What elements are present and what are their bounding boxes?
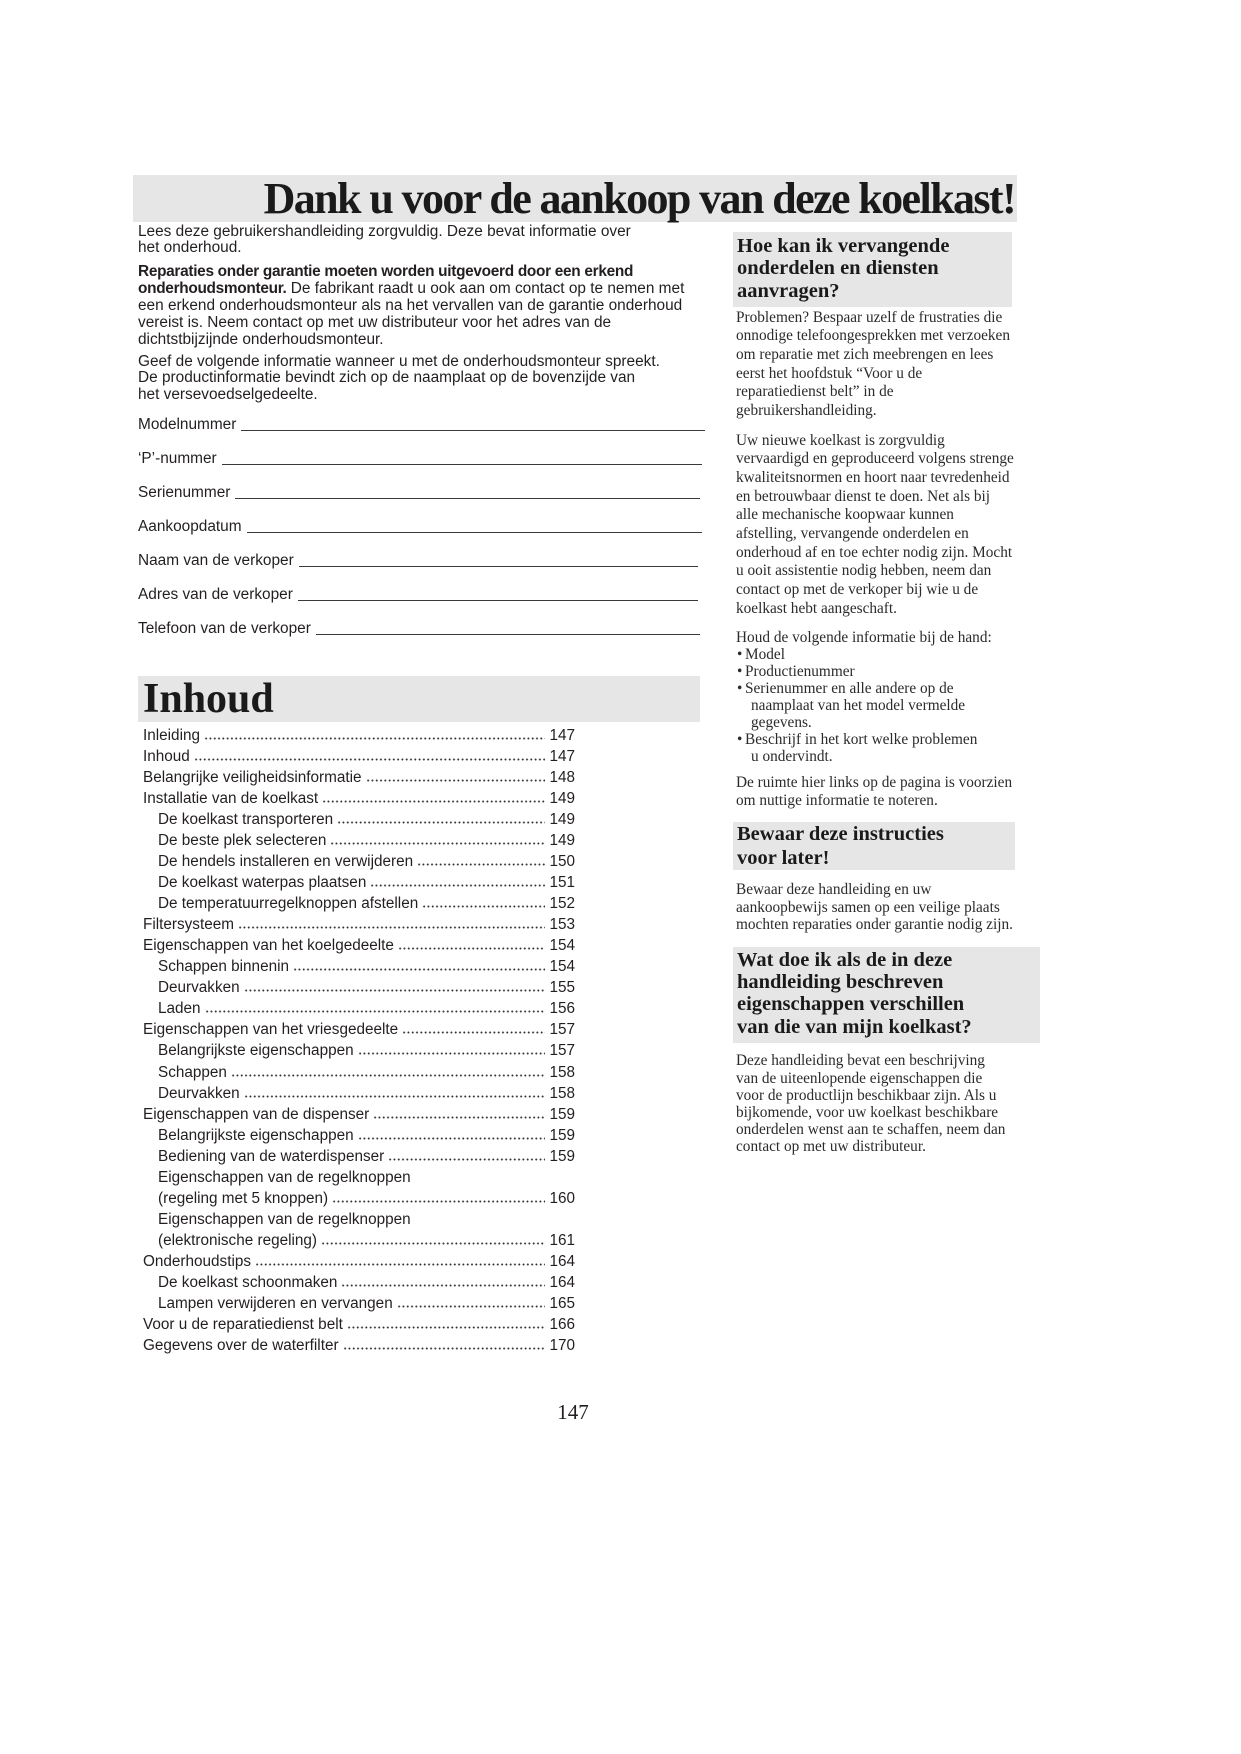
features-differ-heading-line: eigenschappen verschillen xyxy=(737,993,965,1016)
warranty-bold-line: Reparaties onder garantie moeten worden uitgevoerd door een erkend xyxy=(138,262,634,280)
toc-entry-row xyxy=(143,1251,575,1272)
checklist-item xyxy=(736,731,992,765)
problems-line: onnodige telefoongesprekken met verzoeken xyxy=(736,327,1010,345)
toc-dot-leader xyxy=(231,1069,546,1077)
toc-page-number: 147 xyxy=(549,747,575,765)
toc-entry xyxy=(143,914,575,935)
toc-entry-label: Filtersysteem xyxy=(143,916,234,934)
toc-dot-leader xyxy=(244,1090,546,1098)
toc-dot-leader xyxy=(255,1258,545,1266)
warranty-bold-start: onderhoudsmonteur. xyxy=(138,279,287,297)
checklist-item-line: • Model xyxy=(745,645,785,663)
checklist-item-line: • Serienummer en alle andere op de xyxy=(745,679,954,697)
toc-page-number: 160 xyxy=(549,1189,575,1207)
toc-entry-label: Schappen binnenin xyxy=(158,958,289,976)
toc-page-number: 164 xyxy=(549,1274,575,1292)
toc-page-number: 154 xyxy=(549,958,575,976)
features-differ-line: Deze handleiding bevat een beschrijving xyxy=(736,1052,985,1070)
toc-page-number: 156 xyxy=(549,1000,575,1018)
features-differ-line: bijkomende, voor uw koelkast beschikbare xyxy=(736,1104,999,1121)
toc-dot-leader xyxy=(388,1153,545,1161)
toc-entry-row xyxy=(143,788,575,809)
toc-entry xyxy=(143,1104,575,1125)
parts-service-heading-line: onderdelen en diensten xyxy=(737,257,939,280)
field-label: Adres van de verkoper xyxy=(138,586,293,603)
toc-dot-leader xyxy=(204,732,545,740)
toc-entry-row xyxy=(158,1188,575,1209)
quality-line: contact op met de verkoper bij wie u de xyxy=(736,581,979,599)
toc-dot-leader xyxy=(358,1132,546,1140)
field-label: Telefoon van de verkoper xyxy=(138,620,311,637)
parts-service-heading xyxy=(733,232,1012,302)
toc-page-number: 158 xyxy=(549,1063,575,1081)
field-blank-line xyxy=(247,532,702,533)
toc-entry-label: Belangrijke veiligheidsinformatie xyxy=(143,768,362,786)
toc-entry-label: Inhoud xyxy=(143,747,190,765)
toc-entry-label: Deurvakken xyxy=(158,979,240,997)
warranty-line: een erkend onderhoudsmonteur als na het vervallen van de garantie onderhoud xyxy=(138,296,683,314)
toc-entry xyxy=(143,1167,575,1209)
toc-entry xyxy=(143,1040,575,1061)
toc-entry xyxy=(143,893,575,914)
field-serial-number xyxy=(138,483,700,503)
toc-entry-label: Bediening van de waterdispenser xyxy=(158,1147,385,1165)
field-blank-line xyxy=(222,464,702,465)
warranty-paragraph xyxy=(138,263,708,348)
field-p-number xyxy=(138,449,702,469)
field-blank-line xyxy=(316,634,700,635)
toc-entry xyxy=(143,998,575,1019)
toc-entry-label: De koelkast schoonmaken xyxy=(158,1274,338,1292)
save-instructions-line: mochten reparaties onder garantie nodig zijn. xyxy=(736,916,1013,934)
toc-entry xyxy=(143,725,575,746)
toc-page-number: 151 xyxy=(549,873,575,891)
field-seller-phone xyxy=(138,619,700,639)
toc-entry-row xyxy=(158,872,575,893)
toc-page-number: 147 xyxy=(549,726,575,744)
toc-dot-leader xyxy=(332,1195,545,1203)
toc-page-number: 148 xyxy=(549,768,575,786)
toc-entry-label: Belangrijkste eigenschappen xyxy=(158,1126,354,1144)
toc-entry-row xyxy=(158,1040,575,1061)
toc-entry-row xyxy=(158,977,575,998)
features-differ-heading-box xyxy=(733,947,1040,1043)
checklist-items xyxy=(736,646,992,765)
toc-entry-row xyxy=(158,998,575,1019)
toc-entry xyxy=(143,935,575,956)
toc-entry-label: Lampen verwijderen en vervangen xyxy=(158,1295,393,1313)
features-differ-heading-line: van die van mijn koelkast? xyxy=(737,1015,972,1038)
toc-entry-label: Voor u de reparatiedienst belt xyxy=(143,1316,343,1334)
toc-entry-label: Inleiding xyxy=(143,726,200,744)
toc-dot-leader xyxy=(398,942,546,950)
toc-dot-leader xyxy=(373,1111,545,1119)
toc-dot-leader xyxy=(322,795,545,803)
quality-line: vervaardigd en geproduceerd volgens strenge xyxy=(736,450,1014,468)
toc-entry-row xyxy=(158,956,575,977)
field-blank-line xyxy=(235,498,700,499)
product-info-line: Geef de volgende informatie wanneer u met de onderhoudsmonteur spreekt. xyxy=(138,352,660,370)
toc-page-number: 157 xyxy=(549,1042,575,1060)
notes-space-paragraph xyxy=(736,774,1012,810)
warranty-line: dichtstbijzijnde onderhoudsmonteur. xyxy=(138,330,384,348)
field-model-number xyxy=(138,415,705,435)
features-differ-line: voor de productlijn beschikbaar zijn. Als u xyxy=(736,1086,997,1104)
checklist-item xyxy=(736,646,992,663)
toc-page-number: 149 xyxy=(549,789,575,807)
field-label: Serienummer xyxy=(138,484,231,501)
toc-page-number: 159 xyxy=(549,1147,575,1165)
toc-dot-leader xyxy=(341,1279,545,1287)
toc-entry xyxy=(143,830,575,851)
product-info-line: De productinformatie bevindt zich op de naamplaat op de bovenzijde van xyxy=(138,369,636,387)
checklist-intro: Houd de volgende informatie bij de hand: xyxy=(736,628,992,646)
toc-entry-row xyxy=(158,893,575,914)
save-instructions-heading xyxy=(733,822,1015,870)
toc-entry-row xyxy=(158,809,575,830)
save-instructions-heading-line: Bewaar deze instructies xyxy=(737,823,944,845)
field-blank-line xyxy=(299,566,698,567)
toc-entry-label: De hendels installeren en verwijderen xyxy=(158,852,414,870)
toc-entry-label: (elektronische regeling) xyxy=(158,1232,317,1249)
toc-page-number: 149 xyxy=(549,831,575,849)
toc-dot-leader xyxy=(321,1237,545,1245)
toc-page-number: 159 xyxy=(549,1105,575,1123)
field-purchase-date xyxy=(138,517,702,537)
toc-entry xyxy=(143,1146,575,1167)
toc-entry-row xyxy=(143,1019,575,1040)
field-label: Naam van de verkoper xyxy=(138,552,294,569)
title-bar xyxy=(133,175,1017,222)
toc-entry-row xyxy=(158,1062,575,1083)
toc-dot-leader xyxy=(205,1005,546,1013)
toc-entry xyxy=(143,788,575,809)
save-instructions-paragraph xyxy=(736,881,1013,934)
toc-entry-row xyxy=(158,1146,575,1167)
quality-paragraph xyxy=(736,432,1014,619)
features-differ-paragraph xyxy=(736,1052,1005,1155)
checklist-item xyxy=(736,663,992,680)
toc-entry-row xyxy=(158,1083,575,1104)
save-instructions-heading-box xyxy=(733,822,1015,870)
product-info-paragraph xyxy=(138,354,708,404)
toc-entry-label: De koelkast waterpas plaatsen xyxy=(158,873,367,891)
toc-page-number: 157 xyxy=(549,1021,575,1039)
toc-page-number: 153 xyxy=(549,916,575,934)
problems-line: om reparatie met zich meebrengen en lees xyxy=(736,346,994,364)
features-differ-line: contact op met uw distributeur. xyxy=(736,1138,926,1156)
toc-page-number: 166 xyxy=(549,1316,575,1334)
product-info-line: het versevoedselgedeelte. xyxy=(138,385,318,403)
intro-line: het onderhoud. xyxy=(138,239,242,257)
toc-entry-label: Laden xyxy=(158,1000,201,1018)
toc-entry-label: De koelkast transporteren xyxy=(158,810,334,828)
toc-entry-row xyxy=(158,1230,575,1251)
toc-entry-row xyxy=(158,1125,575,1146)
checklist-item-line: naamplaat van het model vermelde xyxy=(751,696,966,714)
toc-page-number: 170 xyxy=(549,1337,575,1355)
parts-service-heading-box xyxy=(733,232,1012,307)
toc-entry xyxy=(143,746,575,767)
notes-space-line: De ruimte hier links op de pagina is voorzien xyxy=(736,774,1013,791)
toc-dot-leader xyxy=(417,858,545,866)
toc-entry-label: De beste plek selecteren xyxy=(158,831,327,849)
field-seller-name xyxy=(138,551,698,571)
toc-dot-leader xyxy=(358,1047,546,1055)
field-label: Modelnummer xyxy=(138,416,237,433)
checklist-item xyxy=(736,680,992,731)
toc-page-number: 155 xyxy=(549,979,575,997)
toc-entry-row xyxy=(158,851,575,872)
toc-dot-leader xyxy=(293,963,545,971)
toc-entry xyxy=(143,956,575,977)
quality-line: u ooit assistentie nodig hebben, neem dan xyxy=(736,562,992,580)
toc-page-number: 164 xyxy=(549,1253,575,1271)
toc-entry-label: Eigenschappen van het koelgedeelte xyxy=(143,937,394,955)
toc-page-number: 154 xyxy=(549,937,575,955)
toc-entry xyxy=(143,767,575,788)
save-instructions-line: aankoopbewijs samen op een veilige plaats xyxy=(736,898,1000,916)
toc-dot-leader xyxy=(337,816,545,824)
toc-page-number: 150 xyxy=(549,852,575,870)
toc-entry xyxy=(143,809,575,830)
quality-line: Uw nieuwe koelkast is zorgvuldig xyxy=(736,431,945,449)
toc-entry xyxy=(143,1293,575,1314)
field-label: ‘P’-nummer xyxy=(138,450,217,467)
toc-entry-row xyxy=(143,1314,575,1335)
toc-entry-row xyxy=(143,1335,575,1356)
toc-heading: Inhoud xyxy=(143,676,274,722)
warranty-line: vereist is. Neem contact op met uw distributeur voor het adres van de xyxy=(138,313,612,331)
quality-line: en betrouwbaar dienst te doen. Net als bij xyxy=(736,487,991,505)
field-blank-line xyxy=(241,430,705,431)
toc-entry-label: Eigenschappen van de dispenser xyxy=(143,1105,370,1123)
warranty-line xyxy=(138,280,708,297)
toc-entry-label: Belangrijkste eigenschappen xyxy=(158,1042,354,1060)
info-checklist xyxy=(736,629,992,765)
page-title: Dank u voor de aankoop van deze koelkast! xyxy=(263,174,1015,223)
field-seller-address xyxy=(138,585,698,605)
toc-entry-row xyxy=(143,935,575,956)
toc-entry xyxy=(143,1019,575,1040)
warranty-line-rest: De fabrikant raadt u ook aan om contact op te nemen met xyxy=(290,279,685,297)
parts-service-heading-line: aanvragen? xyxy=(737,279,840,302)
toc-entry xyxy=(143,851,575,872)
toc-heading-bar xyxy=(138,676,700,722)
toc-entry xyxy=(143,1209,575,1251)
intro-paragraph xyxy=(138,224,708,258)
toc-entry-label: Gegevens over de waterfilter xyxy=(143,1337,339,1355)
toc-dot-leader xyxy=(397,1300,546,1308)
toc-list xyxy=(143,725,575,1357)
toc-entry-label: Onderhoudstips xyxy=(143,1253,251,1271)
toc-page-number: 149 xyxy=(549,810,575,828)
warranty-lines xyxy=(138,297,708,348)
quality-line: alle mechanische koopwaar kunnen xyxy=(736,506,954,524)
toc-dot-leader xyxy=(370,879,545,887)
toc-entry-label: Eigenschappen van het vriesgedeelte xyxy=(143,1021,399,1039)
toc-dot-leader xyxy=(347,1321,546,1329)
quality-line: afstelling, vervangende onderdelen en xyxy=(736,525,969,543)
toc-dot-leader xyxy=(366,774,546,782)
notes-space-line: om nuttige informatie te noteren. xyxy=(736,792,938,809)
toc-entry xyxy=(143,977,575,998)
toc-entry-title: Eigenschappen van de regelknoppen xyxy=(158,1168,411,1186)
save-instructions-line: Bewaar deze handleiding en uw xyxy=(736,881,932,899)
problems-line: eerst het hoofdstuk “Voor u de xyxy=(736,364,923,382)
parts-service-heading-line: Hoe kan ik vervangende xyxy=(737,234,950,257)
features-differ-heading-line: Wat doe ik als de in deze xyxy=(737,948,953,971)
toc-dot-leader xyxy=(244,984,546,992)
intro-line: Lees deze gebruikershandleiding zorgvuldig. Deze bevat informatie over xyxy=(138,222,631,240)
toc-entry-label: De temperatuurregelknoppen afstellen xyxy=(158,895,419,912)
toc-dot-leader xyxy=(343,1342,546,1350)
toc-entry-row xyxy=(158,1272,575,1293)
checklist-item-line: • Productienummer xyxy=(745,662,855,680)
field-blank-line xyxy=(298,600,698,601)
toc-page-number: 165 xyxy=(549,1295,575,1313)
quality-line: koelkast hebt aangeschaft. xyxy=(736,599,897,617)
features-differ-line: van de uiteenlopende eigenschappen die xyxy=(736,1069,983,1087)
checklist-item-line: u ondervindt. xyxy=(751,747,833,765)
toc-entry-row xyxy=(143,767,575,788)
problems-line: gebruikershandleiding. xyxy=(736,402,877,420)
problems-line: reparatiedienst belt” in de xyxy=(736,383,894,401)
toc-page-number: 159 xyxy=(549,1126,575,1144)
toc-entry-row xyxy=(158,830,575,851)
save-instructions-heading-line: voor later! xyxy=(737,847,830,869)
problems-line: Problemen? Bespaar uzelf de frustraties die xyxy=(736,308,1003,326)
quality-line: onderhoud af en toe echter nodig zijn. Mocht xyxy=(736,543,1013,561)
features-differ-heading xyxy=(733,947,1040,1038)
toc-dot-leader xyxy=(194,753,546,761)
checklist-item-line: • Beschrijf in het kort welke problemen xyxy=(745,730,978,748)
toc-page-number: 152 xyxy=(549,895,575,912)
toc-entry-label: Deurvakken xyxy=(158,1084,240,1102)
toc-dot-leader xyxy=(330,837,545,845)
toc-entry xyxy=(143,1314,575,1335)
toc-entry-row xyxy=(158,1293,575,1314)
field-label: Aankoopdatum xyxy=(138,518,242,535)
page-number: 147 xyxy=(557,1400,589,1424)
toc-dot-leader xyxy=(422,900,545,908)
toc-entry-label: (regeling met 5 knoppen) xyxy=(158,1189,329,1207)
features-differ-line: onderdelen wenst aan te schaffen, neem dan xyxy=(736,1121,1006,1139)
checklist-item-line: gegevens. xyxy=(751,713,812,731)
toc-entry xyxy=(143,872,575,893)
toc-entry-title: Eigenschappen van de regelknoppen xyxy=(158,1210,411,1228)
toc-entry-row xyxy=(143,914,575,935)
toc-page-number: 158 xyxy=(549,1084,575,1102)
toc-dot-leader xyxy=(238,921,546,929)
toc-page-number: 161 xyxy=(549,1232,575,1249)
toc-entry-row xyxy=(143,725,575,746)
toc-entry xyxy=(143,1062,575,1083)
toc-entry-label: Schappen xyxy=(158,1063,227,1081)
toc-dot-leader xyxy=(402,1026,545,1034)
quality-line: kwaliteitsnormen en hoort naar tevredenheid xyxy=(736,469,1010,487)
toc-entry xyxy=(143,1335,575,1356)
features-differ-heading-line: handleiding beschreven xyxy=(737,971,944,994)
toc-entry-row xyxy=(143,1104,575,1125)
toc-entry xyxy=(143,1272,575,1293)
toc-entry xyxy=(143,1083,575,1104)
toc-entry-row xyxy=(143,746,575,767)
toc-entry xyxy=(143,1125,575,1146)
toc-entry xyxy=(143,1251,575,1272)
toc-entry-label: Installatie van de koelkast xyxy=(143,789,319,807)
problems-paragraph xyxy=(736,309,1010,421)
